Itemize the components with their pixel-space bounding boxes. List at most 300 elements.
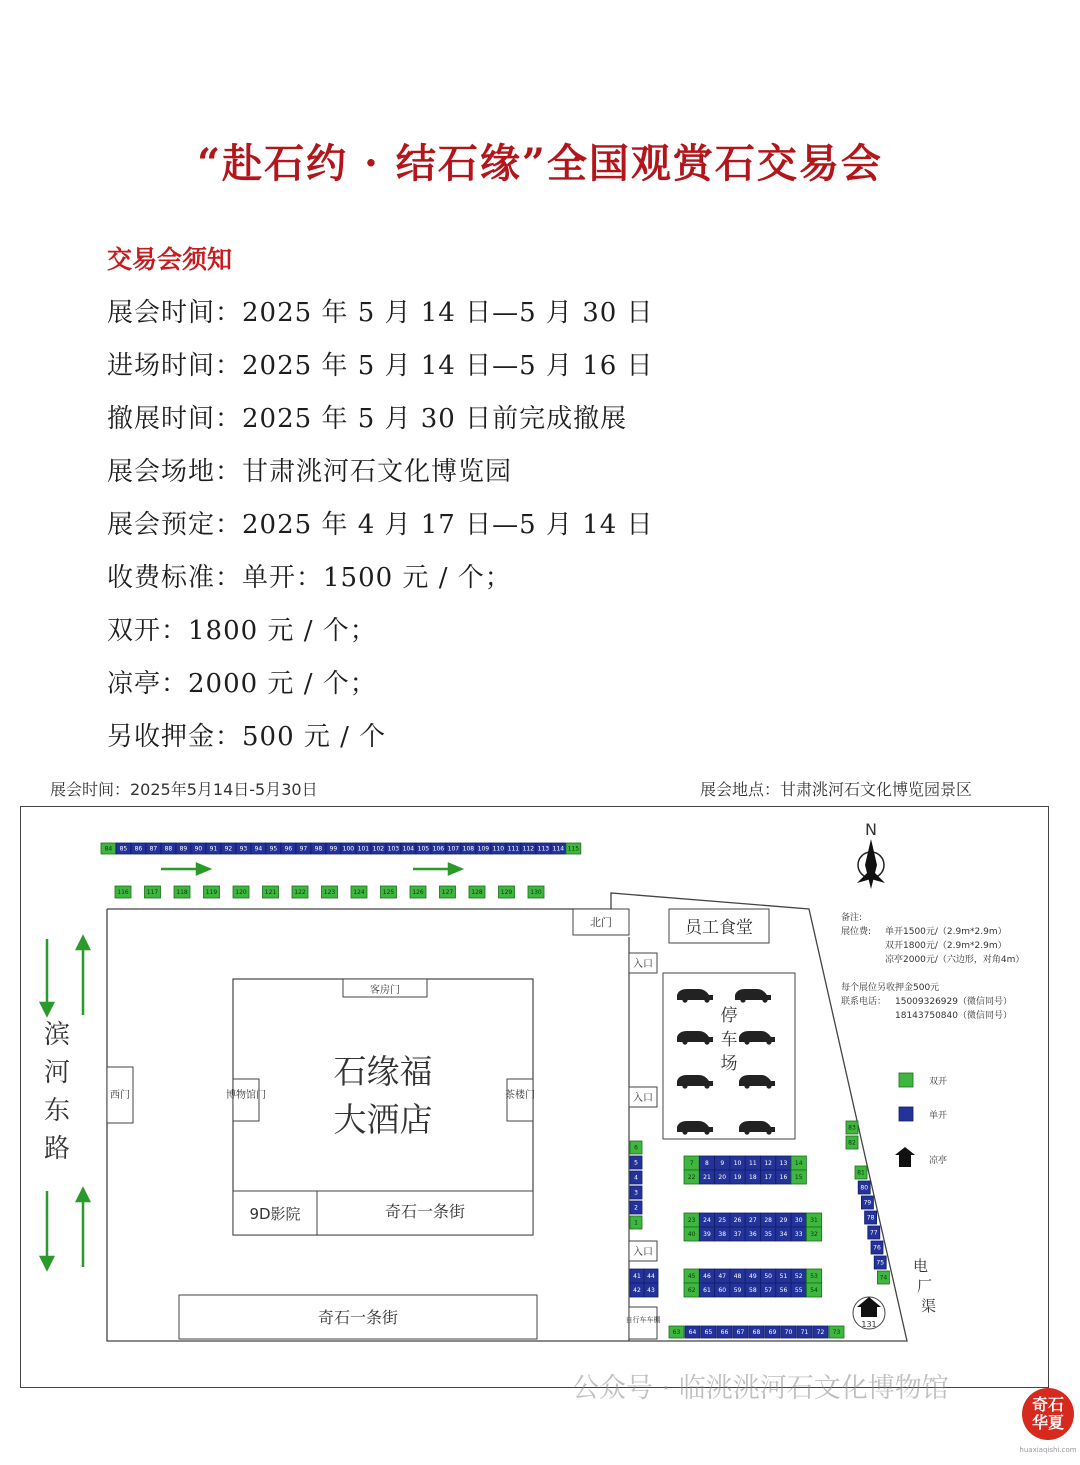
booth-number: 56: [779, 1287, 788, 1294]
notes-fee-label: 展位费:: [841, 927, 872, 937]
entrance-3-label: 入口: [633, 1247, 653, 1258]
booth-number: 26: [733, 1217, 742, 1224]
booth-44: [644, 1269, 658, 1283]
booth-number: 23: [687, 1217, 696, 1224]
booth-number: 41: [633, 1273, 641, 1280]
canal-label-1: 电: [913, 1257, 929, 1275]
booth-number: 83: [848, 1124, 856, 1132]
booth-10: [730, 1156, 745, 1170]
booth-51: [776, 1269, 791, 1283]
notice-heading: 交易会须知: [107, 245, 233, 274]
booth-4: [630, 1171, 642, 1184]
booth-number: 65: [704, 1329, 713, 1336]
booth-107: [446, 843, 461, 854]
notes-label: 备注:: [841, 913, 863, 923]
site-logo-icon: [1012, 1380, 1078, 1460]
booth-68: [749, 1326, 764, 1338]
booth-45: [684, 1269, 699, 1283]
booth-87: [146, 843, 161, 854]
booth-49: [745, 1269, 760, 1283]
booth-57: [761, 1283, 776, 1297]
booth-83: [846, 1121, 858, 1134]
booth-69: [765, 1326, 780, 1338]
booth-number: 24: [703, 1217, 711, 1224]
booth-number: 108: [462, 845, 475, 853]
booth-number: 32: [810, 1231, 818, 1238]
booth-26: [730, 1213, 745, 1227]
booth-32: [806, 1227, 821, 1241]
booth-120: [233, 886, 249, 898]
booth-103: [386, 843, 401, 854]
booth-number: 40: [687, 1231, 696, 1238]
booth-70: [781, 1326, 796, 1338]
watermark-text: 公众号 · 临洮洮河石文化博物馆: [572, 1373, 949, 1404]
booth-60: [715, 1283, 730, 1297]
booth-79: [861, 1196, 873, 1209]
cinema-label: 9D影院: [249, 1205, 301, 1223]
booth-61: [699, 1283, 714, 1297]
booth-38: [715, 1227, 730, 1241]
booth-56: [776, 1283, 791, 1297]
venue-map: [20, 806, 1049, 1388]
booth-110: [491, 843, 506, 854]
booth-number: 96: [284, 845, 293, 853]
notice-line-fee-double: 双开：1800 元 / 个；: [107, 616, 377, 646]
booth-number: 101: [357, 845, 370, 853]
road-label-4: 路: [43, 1134, 71, 1164]
notice-line-booking: 展会预定：2025 年 4 月 17 日—5 月 14 日: [107, 510, 654, 540]
road-label-1: 滨: [43, 1020, 71, 1050]
booth-number: 46: [703, 1273, 711, 1280]
legend-single-swatch: [899, 1107, 913, 1121]
booth-number: 7: [689, 1160, 694, 1167]
booth-number: 117: [146, 889, 159, 896]
booth-number: 69: [768, 1329, 777, 1336]
booth-100: [341, 843, 356, 854]
booth-35: [761, 1227, 776, 1241]
booth-number: 125: [382, 889, 395, 896]
north-gate-label: 北门: [590, 916, 612, 929]
booth-number: 84: [104, 845, 113, 853]
legend-pavilion-label: 凉亭: [929, 1156, 948, 1166]
booth-number: 52: [794, 1273, 803, 1280]
notes-phone-label: 联系电话：: [841, 997, 887, 1007]
booth-95: [266, 843, 281, 854]
booth-number: 109: [477, 845, 490, 853]
notes-phone-1: 15009326929（微信同号）: [895, 997, 1012, 1007]
legend-double-swatch: [899, 1073, 913, 1087]
pavilion-131: [853, 1297, 885, 1329]
booth-122: [292, 886, 308, 898]
booth-30: [791, 1213, 806, 1227]
booth-number: 78: [866, 1214, 875, 1222]
booth-124: [351, 886, 367, 898]
booth-number: 126: [412, 889, 424, 896]
booth-number: 98: [314, 845, 323, 853]
page-title: “赴石约 · 结石缘”全国观赏石交易会: [197, 140, 883, 187]
tea-door-label: 茶楼门: [505, 1090, 535, 1101]
booth-number: 19: [733, 1174, 742, 1181]
hotel-name-line2: 大酒店: [333, 1100, 433, 1139]
booth-130: [528, 886, 544, 898]
booth-96: [281, 843, 296, 854]
notes-deposit: 每个展位另收押金500元: [841, 983, 940, 993]
svg-text:奇石: 奇石: [1031, 1395, 1065, 1414]
booth-number: 18: [749, 1174, 757, 1181]
booth-111: [506, 843, 521, 854]
booth-64: [685, 1326, 700, 1338]
booth-58: [745, 1283, 760, 1297]
canal-label-2: 厂: [917, 1277, 933, 1295]
booth-number: 77: [869, 1229, 878, 1237]
booth-number: 87: [149, 845, 158, 853]
booth-number: 28: [764, 1217, 772, 1224]
booth-number: 111: [507, 845, 520, 853]
booth-number: 79: [863, 1199, 872, 1207]
booth-98: [311, 843, 326, 854]
booth-31: [806, 1213, 821, 1227]
booth-108: [461, 843, 476, 854]
booth-number: 50: [764, 1273, 772, 1280]
notes-phone-2: 18143750840（微信同号）: [895, 1011, 1012, 1021]
booth-16: [776, 1170, 791, 1184]
booth-number: 8: [705, 1160, 709, 1167]
booth-number: 99: [329, 845, 338, 853]
booth-number: 14: [794, 1160, 803, 1167]
svg-text:华夏: 华夏: [1031, 1413, 1065, 1432]
booth-15: [791, 1170, 806, 1184]
booth-75: [874, 1256, 886, 1269]
booth-39: [699, 1227, 714, 1241]
booth-number: 27: [749, 1217, 757, 1224]
notes-pavilion-fee: 凉亭2000元/（六边形，对角4m）: [885, 955, 1025, 965]
booth-29: [776, 1213, 791, 1227]
booth-number: 116: [117, 889, 129, 896]
booth-number: 130: [530, 889, 542, 896]
legend-single-label: 单开: [929, 1111, 948, 1121]
legend-double-label: 双开: [929, 1077, 948, 1087]
booth-2: [630, 1201, 642, 1214]
booth-89: [176, 843, 191, 854]
booth-number: 47: [718, 1273, 727, 1280]
booth-number: 80: [860, 1184, 869, 1192]
booth-86: [131, 843, 146, 854]
booth-99: [326, 843, 341, 854]
booth-11: [745, 1156, 760, 1170]
booth-number: 55: [794, 1287, 803, 1294]
booth-number: 118: [176, 889, 188, 896]
booth-7: [684, 1156, 699, 1170]
booth-126: [410, 886, 426, 898]
booth-115: [566, 843, 581, 854]
booth-number: 119: [205, 889, 218, 896]
notice-line-fee-pavilion: 凉亭：2000 元 / 个；: [107, 669, 377, 699]
booth-number: 85: [119, 845, 128, 853]
notice-line-entry-time: 进场时间：2025 年 5 月 14 日—5 月 16 日: [107, 351, 654, 381]
booth-number: 94: [254, 845, 263, 853]
booth-80: [858, 1181, 870, 1194]
booth-number: 58: [749, 1287, 757, 1294]
booth-number: 106: [432, 845, 445, 853]
booth-8: [699, 1156, 714, 1170]
booth-14: [791, 1156, 806, 1170]
booth-number: 21: [703, 1174, 711, 1181]
booth-number: 42: [633, 1287, 641, 1294]
parking-label-2: 车: [720, 1030, 738, 1050]
booth-129: [499, 886, 515, 898]
booth-88: [161, 843, 176, 854]
west-gate-label: 西门: [110, 1090, 130, 1101]
booth-24: [699, 1213, 714, 1227]
booth-28: [761, 1213, 776, 1227]
parking-label-3: 场: [720, 1054, 738, 1074]
booth-number: 11: [749, 1160, 757, 1167]
booth-number: 63: [672, 1329, 681, 1336]
booth-number: 103: [387, 845, 400, 853]
booth-41: [630, 1269, 644, 1283]
booth-67: [733, 1326, 748, 1338]
booth-85: [116, 843, 131, 854]
booth-77: [868, 1226, 880, 1239]
booth-50: [761, 1269, 776, 1283]
booth-71: [797, 1326, 812, 1338]
booth-128: [469, 886, 485, 898]
booth-number: 13: [779, 1160, 788, 1167]
booth-number: 17: [764, 1174, 772, 1181]
booth-number: 31: [810, 1217, 818, 1224]
booth-116: [115, 886, 131, 898]
booth-42: [630, 1283, 644, 1297]
booth-number: 6: [634, 1144, 638, 1152]
booth-20: [715, 1170, 730, 1184]
booth-27: [745, 1213, 760, 1227]
booth-number: 54: [810, 1287, 818, 1294]
booth-25: [715, 1213, 730, 1227]
booth-46: [699, 1269, 714, 1283]
booth-number: 75: [876, 1259, 885, 1267]
booth-number: 71: [800, 1329, 809, 1336]
booth-number: 90: [194, 845, 203, 853]
booth-90: [191, 843, 206, 854]
booth-number: 122: [294, 889, 306, 896]
canteen-label: 员工食堂: [685, 918, 753, 938]
booth-number: 53: [810, 1273, 818, 1280]
booth-104: [401, 843, 416, 854]
legend-pavilion-icon: [895, 1147, 915, 1167]
booth-number: 73: [832, 1329, 841, 1336]
booth-48: [730, 1269, 745, 1283]
booth-number: 81: [857, 1169, 865, 1177]
booth-62: [684, 1283, 699, 1297]
booth-number: 74: [879, 1274, 888, 1282]
booth-54: [806, 1283, 821, 1297]
booth-55: [791, 1283, 806, 1297]
booth-125: [381, 886, 397, 898]
booth-33: [791, 1227, 806, 1241]
booth-72: [813, 1326, 828, 1338]
booth-91: [206, 843, 221, 854]
booth-22: [684, 1170, 699, 1184]
booth-number: 59: [733, 1287, 742, 1294]
booth-number: 20: [718, 1174, 727, 1181]
booth-73: [829, 1326, 844, 1338]
booth-number: 49: [749, 1273, 757, 1280]
booth-number: 15: [794, 1174, 803, 1181]
booth-112: [521, 843, 536, 854]
venue-map-drawing: [21, 807, 1050, 1389]
booth-number: 121: [264, 889, 277, 896]
booth-number: 113: [537, 845, 550, 853]
booth-97: [296, 843, 311, 854]
booth-number: 38: [718, 1231, 727, 1238]
booth-number: 97: [299, 845, 308, 853]
booth-number: 123: [323, 889, 336, 896]
booth-43: [644, 1283, 658, 1297]
booth-40: [684, 1227, 699, 1241]
svg-text:huaxiaqishi.com: huaxiaqishi.com: [1019, 1446, 1077, 1454]
booth-118: [174, 886, 190, 898]
booth-123: [322, 886, 338, 898]
guest-door-label: 客房门: [370, 985, 400, 996]
bike-shed-label: 自行车车棚: [625, 1316, 661, 1324]
booth-53: [806, 1269, 821, 1283]
booth-1: [630, 1216, 642, 1229]
booth-number: 2: [634, 1204, 638, 1212]
booth-101: [356, 843, 371, 854]
booth-36: [745, 1227, 760, 1241]
booth-number: 1: [634, 1219, 638, 1227]
booth-number: 62: [687, 1287, 696, 1294]
booth-number: 76: [873, 1244, 881, 1252]
notice-line-teardown-time: 撤展时间：2025 年 5 月 30 日前完成撤展: [107, 404, 628, 434]
booth-number: 16: [779, 1174, 788, 1181]
compass-icon: [857, 820, 885, 889]
booth-117: [145, 886, 161, 898]
booth-65: [701, 1326, 716, 1338]
booth-number: 120: [235, 889, 247, 896]
booth-94: [251, 843, 266, 854]
booth-number: 4: [634, 1174, 638, 1182]
booth-number: 104: [402, 845, 415, 853]
booth-number: 3: [634, 1189, 638, 1197]
booth-number: 88: [164, 845, 173, 853]
booth-number: 93: [239, 845, 248, 853]
booth-number: 25: [718, 1217, 727, 1224]
booth-52: [791, 1269, 806, 1283]
booth-66: [717, 1326, 732, 1338]
booth-number: 44: [647, 1273, 655, 1280]
booth-number: 43: [647, 1287, 655, 1294]
booth-93: [236, 843, 251, 854]
booth-113: [536, 843, 551, 854]
parking-label-1: 停: [720, 1006, 738, 1026]
entrance-1-label: 入口: [633, 959, 653, 970]
booth-84: [101, 843, 116, 854]
booth-number: 112: [522, 845, 535, 853]
booth-127: [440, 886, 456, 898]
notes-double-fee: 双开1800元/（2.9m*2.9m）: [885, 941, 1007, 951]
booth-92: [221, 843, 236, 854]
booth-number: 128: [471, 889, 483, 896]
booth-34: [776, 1227, 791, 1241]
booth-number: 39: [703, 1231, 711, 1238]
booth-number: 92: [224, 845, 233, 853]
booth-number: 72: [816, 1329, 825, 1336]
booth-number: 10: [733, 1160, 742, 1167]
booth-19: [730, 1170, 745, 1184]
booth-number: 45: [687, 1273, 696, 1280]
compass-north-label: N: [865, 820, 877, 839]
booth-17: [761, 1170, 776, 1184]
booth-number: 70: [784, 1329, 793, 1336]
booth-number: 100: [342, 845, 355, 853]
map-caption-venue: 展会地点：甘肃洮河石文化博览园景区: [700, 780, 973, 799]
booth-3: [630, 1186, 642, 1199]
booth-number: 68: [752, 1329, 761, 1336]
street-inner-label: 奇石一条街: [384, 1202, 466, 1221]
booth-number: 105: [417, 845, 430, 853]
booth-119: [204, 886, 220, 898]
booth-37: [730, 1227, 745, 1241]
booth-number: 12: [764, 1160, 772, 1167]
booth-78: [865, 1211, 877, 1224]
booth-number: 102: [372, 845, 385, 853]
booth-number: 9: [720, 1160, 725, 1167]
pavilion-number: 131: [861, 1320, 877, 1329]
booth-63: [669, 1326, 684, 1338]
booth-9: [715, 1156, 730, 1170]
notice-line-deposit: 另收押金：500 元 / 个: [107, 722, 387, 752]
booth-number: 57: [764, 1287, 772, 1294]
notes: [841, 911, 1024, 1021]
booth-114: [551, 843, 566, 854]
booth-47: [715, 1269, 730, 1283]
booth-109: [476, 843, 491, 854]
museum-door-label: 博物馆门: [226, 1090, 266, 1101]
booth-59: [730, 1283, 745, 1297]
booth-number: 33: [794, 1231, 803, 1238]
booth-81: [855, 1166, 867, 1179]
booth-number: 5: [634, 1159, 638, 1167]
booth-82: [846, 1136, 858, 1149]
booth-121: [263, 886, 279, 898]
booth-number: 35: [764, 1231, 772, 1238]
canal-label-3: 渠: [921, 1297, 937, 1315]
booth-number: 36: [749, 1231, 757, 1238]
booth-number: 22: [687, 1174, 696, 1181]
booth-21: [699, 1170, 714, 1184]
booth-number: 115: [567, 845, 580, 853]
booth-number: 34: [779, 1231, 788, 1238]
booth-number: 64: [688, 1329, 697, 1336]
map-caption-time: 展会时间：2025年5月14日-5月30日: [50, 780, 318, 799]
booth-number: 66: [720, 1329, 729, 1336]
booth-5: [630, 1156, 642, 1169]
booth-12: [761, 1156, 776, 1170]
booth-106: [431, 843, 446, 854]
notes-single-fee: 单开1500元/（2.9m*2.9m）: [885, 927, 1007, 937]
booth-number: 107: [447, 845, 460, 853]
notice-line-venue: 展会场地：甘肃洮河石文化博览园: [107, 457, 513, 487]
notice-line-fee-single: 收费标准：单开：1500 元 / 个；: [107, 563, 512, 593]
booth-23: [684, 1213, 699, 1227]
booth-102: [371, 843, 386, 854]
booth-105: [416, 843, 431, 854]
notice-line-exhibition-time: 展会时间：2025 年 5 月 14 日—5 月 30 日: [107, 298, 654, 328]
legend: [895, 1073, 947, 1167]
booth-74: [877, 1271, 889, 1284]
booth-number: 29: [779, 1217, 788, 1224]
